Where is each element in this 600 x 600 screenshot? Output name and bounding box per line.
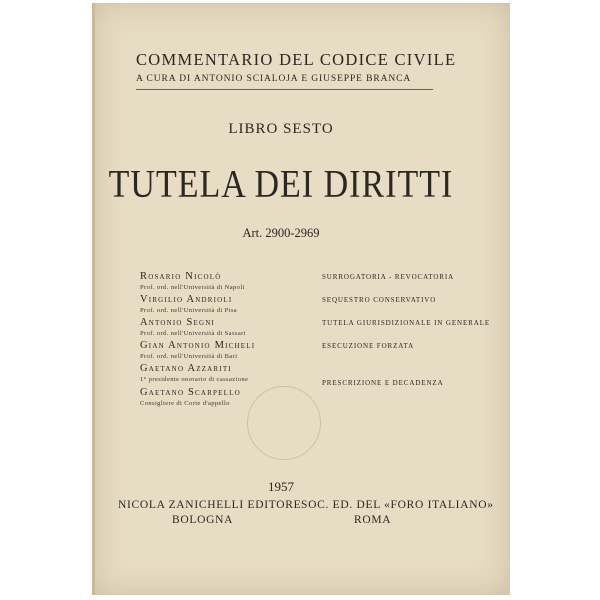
publisher-city: BOLOGNA <box>172 514 234 526</box>
contributor-topic: ESECUZIONE FORZATA <box>322 342 415 350</box>
contributor-topic: TUTELA GIURISDIZIONALE IN GENERALE <box>322 319 491 327</box>
series-editors: A CURA DI ANTONIO SCIALOJA E GIUSEPPE BRANCA <box>136 74 412 84</box>
contributor-topic: SURROGATORIA - REVOCATORIA <box>322 273 455 281</box>
contributor-topic: PRESCRIZIONE E DECADENZA <box>322 379 444 387</box>
contributor-position: 1° presidente onorario di cassazione <box>140 376 249 383</box>
title-page <box>92 3 510 595</box>
publisher-city: ROMA <box>354 514 392 526</box>
contributor-position: Prof. ord. nell'Università di Sassari <box>140 330 246 337</box>
book-number: LIBRO SESTO <box>228 121 334 137</box>
contributor-name: Gaetano Azzariti <box>140 363 232 374</box>
contributor-name: Gaetano Scarpello <box>140 387 241 398</box>
contributor-name: Antonio Segni <box>140 317 216 328</box>
publication-year: 1957 <box>268 479 294 494</box>
contributor-topic: SEQUESTRO CONSERVATIVO <box>322 296 437 304</box>
embossed-seal <box>247 386 321 460</box>
publisher-name: SOC. ED. DEL «FORO ITALIANO» <box>301 499 494 511</box>
header-rule <box>136 89 433 90</box>
publisher-name: NICOLA ZANICHELLI EDITORE <box>118 499 302 511</box>
contributor-position: Prof. ord. nell'Università di Bari <box>140 353 238 360</box>
contributor-name: Rosario Nicolò <box>140 271 222 282</box>
article-range: Art. 2900-2969 <box>242 226 320 240</box>
contributor-name: Virgilio Andrioli <box>140 294 233 305</box>
contributor-position: Prof. ord. nell'Università di Pisa <box>140 307 238 314</box>
book-title: TUTELA DEI DIRITTI <box>108 163 454 206</box>
contributor-position: Consigliere di Corte d'appello <box>140 400 230 407</box>
contributor-name: Gian Antonio Micheli <box>140 340 256 351</box>
series-title: COMMENTARIO DEL CODICE CIVILE <box>136 50 457 69</box>
contributor-position: Prof. ord. nell'Università di Napoli <box>140 284 245 291</box>
